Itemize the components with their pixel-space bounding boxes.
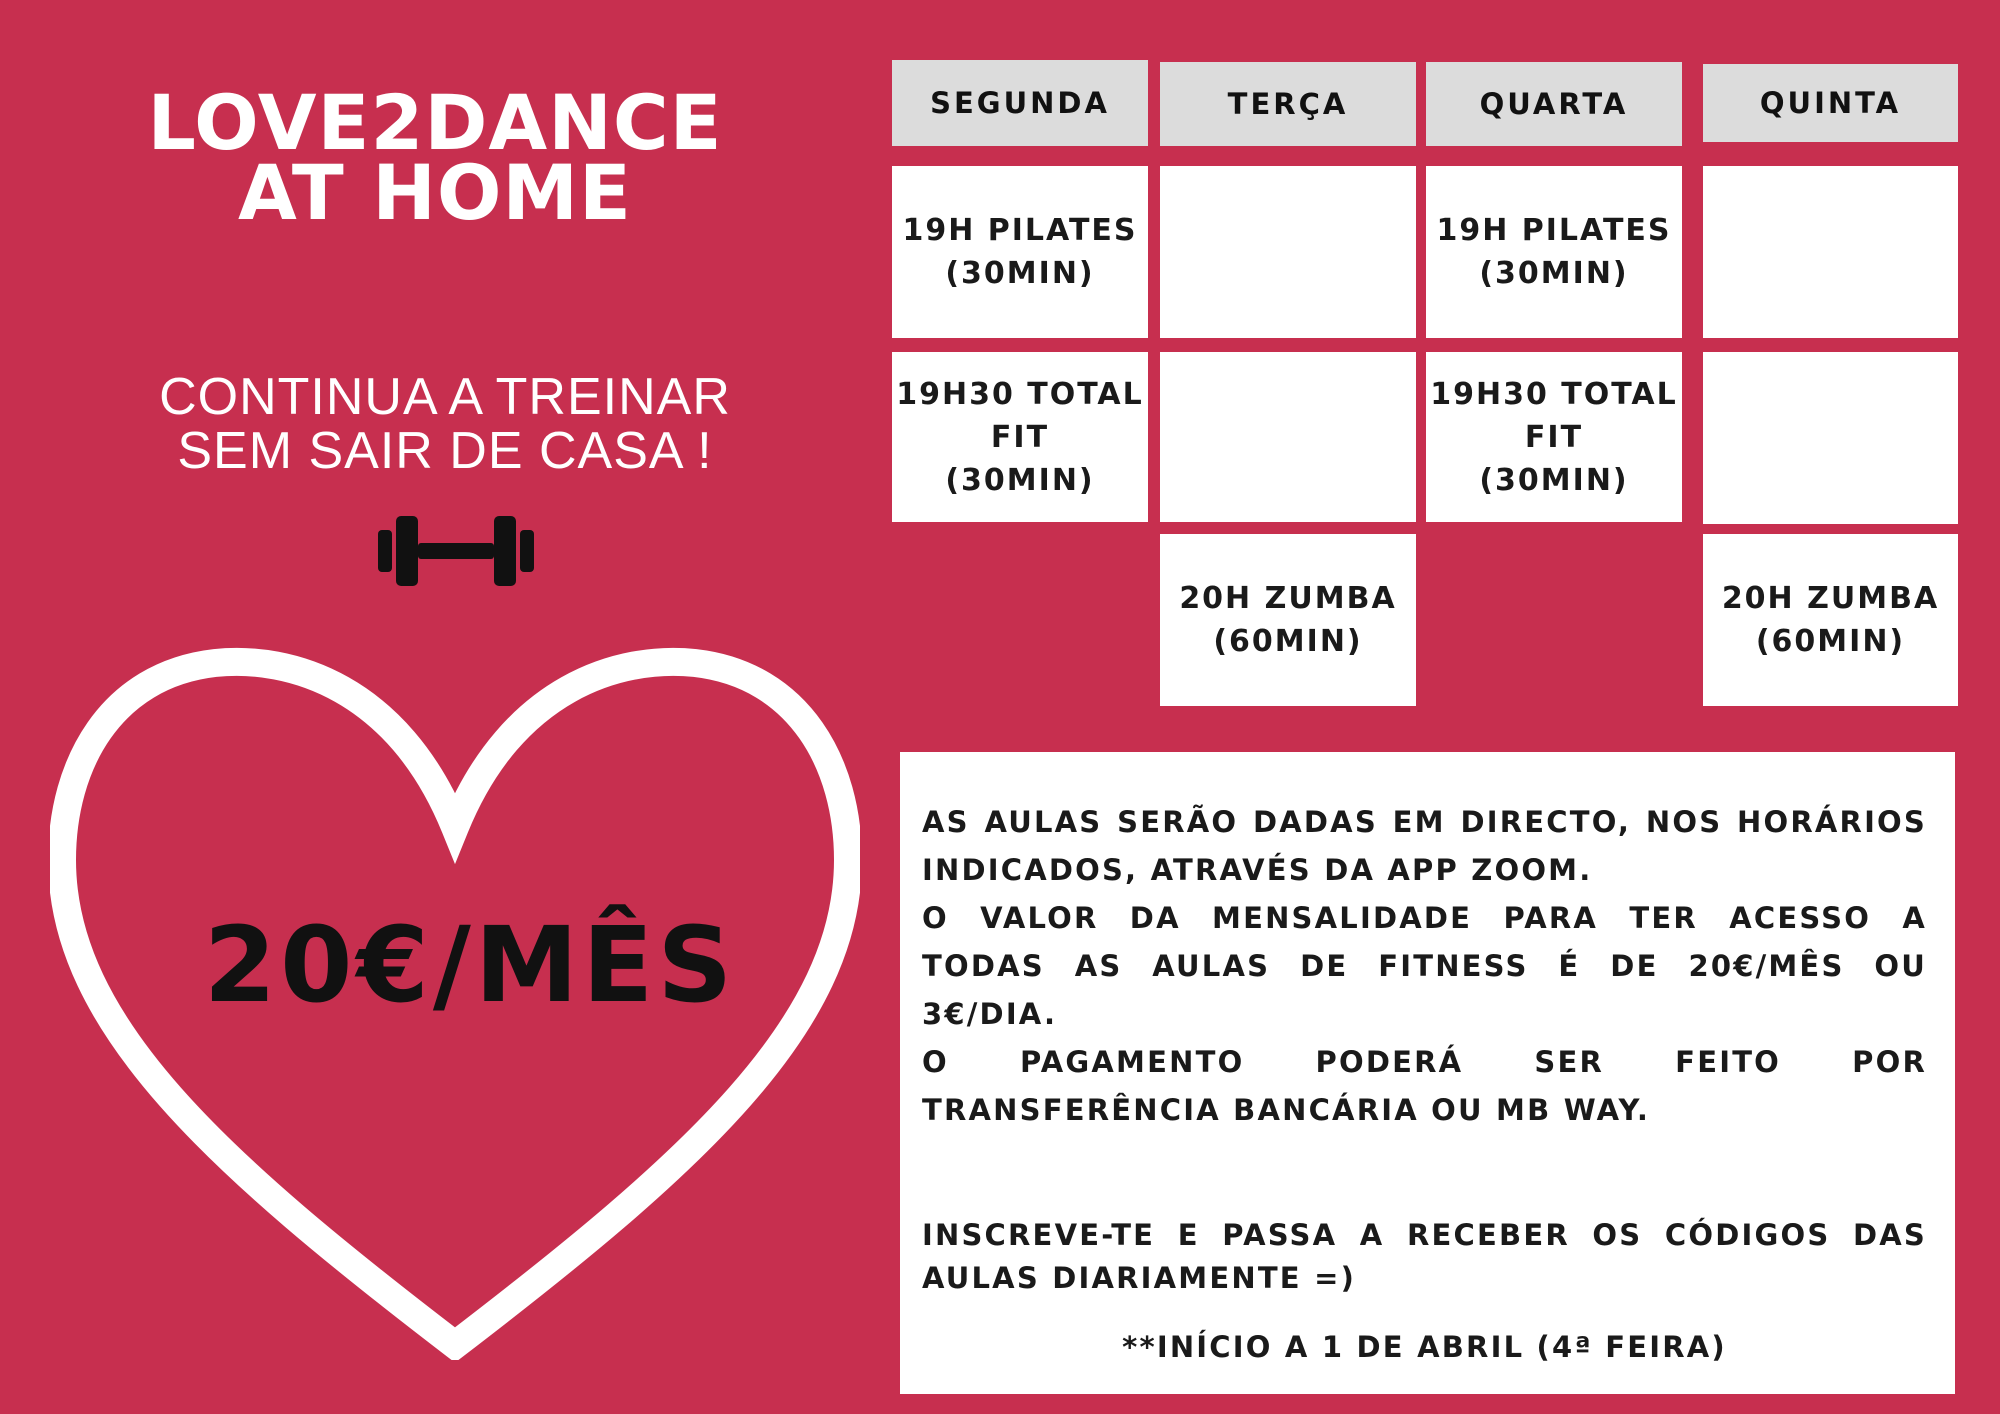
class-time-name: 19H30 TOTAL (896, 376, 1144, 412)
day-header-segunda: SEGUNDA (892, 60, 1148, 146)
info-paragraph-payment: O PAGAMENTO PODERÁ SER FEITO POR TRANSFERÊNCIA BANCÁRIA OU MB WAY. (922, 1045, 1927, 1127)
info-paragraph-price: O VALOR DA MENSALIDADE PARA TER ACESSO A TODAS AS AULAS DE FITNESS É DE 20€/MÊS OU 3€/DIA. (922, 901, 1927, 1031)
empty-slot-terca-1 (1160, 166, 1416, 338)
brand-title-line-2: AT HOME (238, 148, 632, 237)
class-duration: (30MIN) (945, 462, 1095, 498)
day-header-terca: TERÇA (1160, 62, 1416, 146)
class-duration: (30MIN) (1479, 462, 1629, 498)
day-header-quarta: QUARTA (1426, 62, 1682, 146)
empty-slot-terca-2 (1160, 352, 1416, 522)
class-name-cont: FIT (990, 419, 1050, 455)
class-time-name: 19H30 TOTAL (1430, 376, 1678, 412)
monthly-price: 20€/MÊS (203, 904, 737, 1026)
class-quarta-totalfit (1426, 352, 1682, 522)
class-time-name: 19H PILATES (1436, 213, 1672, 248)
class-terca-zumba (1160, 534, 1416, 706)
info-start-date: **INÍCIO A 1 DE ABRIL (4ª FEIRA) (1122, 1330, 1727, 1364)
day-header-quinta: QUINTA (1703, 64, 1958, 142)
brand-title-line-1: LOVE2DANCE (147, 78, 723, 167)
empty-slot-quinta-1 (1703, 166, 1958, 338)
class-duration: (30MIN) (1479, 256, 1629, 291)
class-time-name: 20H ZUMBA (1179, 581, 1397, 616)
brand-title (80, 78, 790, 237)
class-quarta-pilates (1426, 166, 1682, 338)
class-segunda-totalfit (892, 352, 1148, 522)
info-call-to-action: INSCREVE-TE E PASSA A RECEBER OS CÓDIGOS DAS AULAS DIARIAMENTE =) (922, 1218, 1927, 1295)
empty-slot-quinta-2 (1703, 352, 1958, 524)
class-quinta-zumba (1703, 534, 1958, 706)
class-segunda-pilates (892, 166, 1148, 338)
class-duration: (60MIN) (1213, 624, 1363, 659)
tagline-line-1: CONTINUA A TREINAR (159, 368, 731, 426)
class-name-cont: FIT (1524, 419, 1584, 455)
info-box (900, 752, 1955, 1394)
class-time-name: 19H PILATES (902, 213, 1138, 248)
info-paragraph-live: AS AULAS SERÃO DADAS EM DIRECTO, NOS HORÁRIOS INDICADOS, ATRAVÉS DA APP ZOOM. (922, 805, 1927, 887)
tagline-line-2: SEM SAIR DE CASA ! (177, 422, 713, 480)
dumbbell-icon (378, 512, 534, 590)
class-time-name: 20H ZUMBA (1721, 581, 1940, 616)
class-duration: (30MIN) (945, 256, 1095, 291)
class-duration: (60MIN) (1755, 624, 1906, 659)
tagline (90, 370, 800, 478)
